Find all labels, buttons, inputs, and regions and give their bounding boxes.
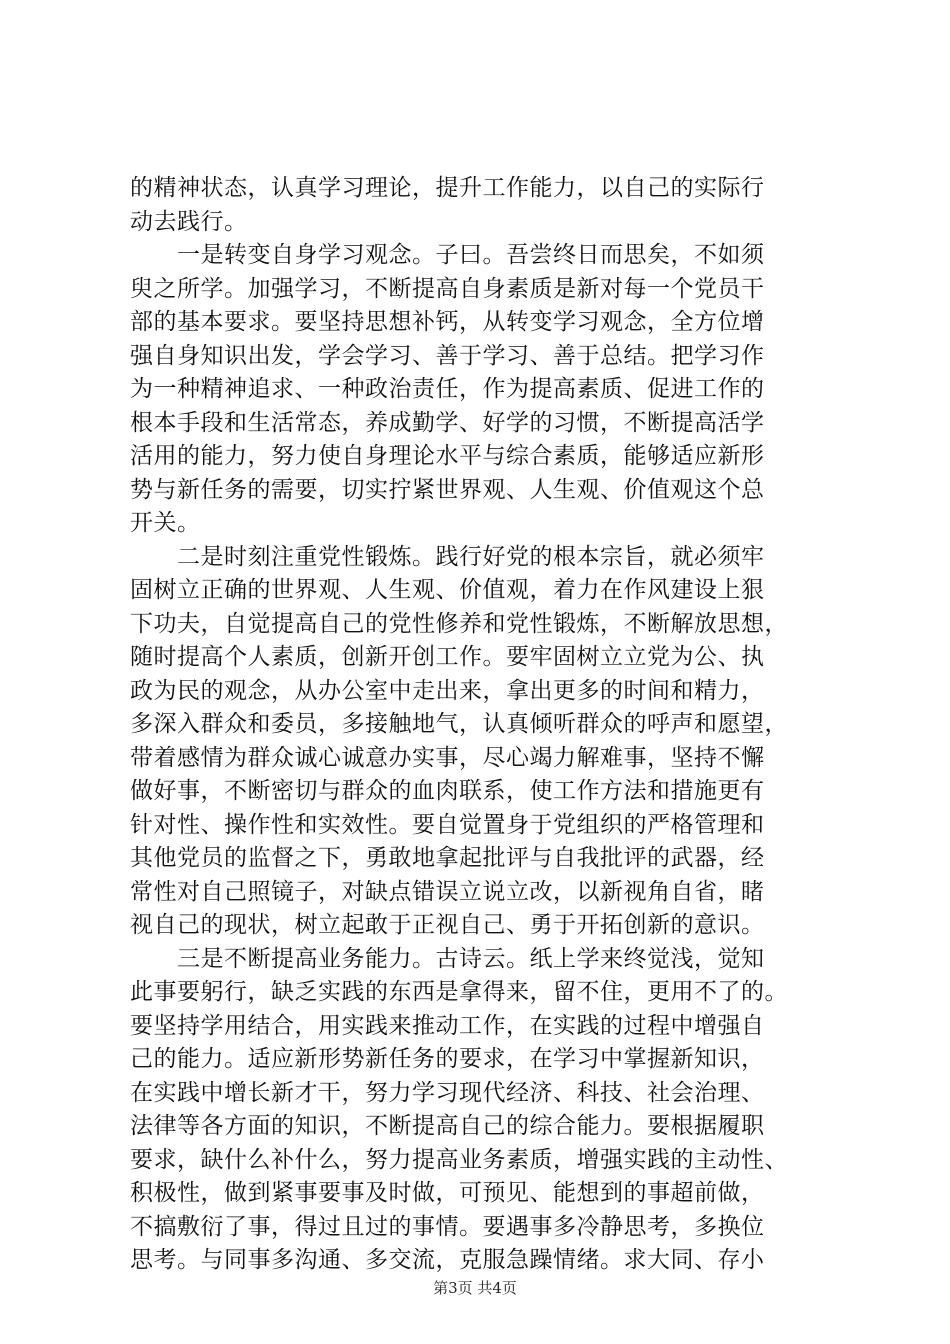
document-body bbox=[130, 172, 830, 1278]
text-line: 部的基本要求。要坚持思想补钙，从转变学习观念，全方位增 bbox=[130, 309, 765, 335]
text-line: 此事要躬行，缺乏实践的东西是拿得来，留不住，更用不了的。 bbox=[130, 979, 788, 1005]
text-line: 思考。与同事多沟通、多交流，克服急躁情绪。求大同、存小 bbox=[130, 1247, 765, 1273]
text-line: 做好事，不断密切与群众的血肉联系，使工作方法和措施更有 bbox=[130, 778, 765, 804]
paragraph-first-line: 二是时刻注重党性锻炼。践行好党的根本宗旨，就必须牢 bbox=[177, 543, 765, 570]
text-line: 不搞敷衍了事，得过且过的事情。要遇事多冷静思考，多换位 bbox=[130, 1213, 765, 1240]
text-line: 势与新任务的需要，切实拧紧世界观、人生观、价值观这个总 bbox=[130, 476, 765, 503]
text-line: 根本手段和生活常态，养成勤学、好学的习惯，不断提高活学 bbox=[130, 409, 765, 436]
text-line: 针对性、操作性和实效性。要自觉置身于党组织的严格管理和 bbox=[130, 811, 765, 838]
text-line: 己的能力。适应新形势新任务的要求，在学习中掌握新知识， bbox=[130, 1046, 765, 1072]
text-line: 随时提高个人素质，创新开创工作。要牢固树立立党为公、执 bbox=[130, 644, 765, 670]
text-line: 下功夫，自觉提高自己的党性修养和党性锻炼，不断解放思想， bbox=[130, 610, 788, 637]
paragraph-first-line: 一是转变自身学习观念。子曰。吾尝终日而思矣，不如须 bbox=[177, 242, 765, 268]
text-line: 政为民的观念，从办公室中走出来，拿出更多的时间和精力， bbox=[130, 677, 765, 704]
text-line: 在实践中增长新才干，努力学习现代经济、科技、社会治理、 bbox=[130, 1079, 765, 1106]
text-line: 开关。 bbox=[130, 510, 201, 536]
text-line: 带着感情为群众诚心诚意办实事，尽心竭力解难事，坚持不懈 bbox=[130, 744, 765, 771]
text-line: 强自身知识出发，学会学习、善于学习、善于总结。把学习作 bbox=[130, 342, 765, 369]
text-line: 法律等各方面的知识，不断提高自己的综合能力。要根据履职 bbox=[130, 1113, 765, 1139]
text-line: 其他党员的监督之下，勇敢地拿起批评与自我批评的武器，经 bbox=[130, 845, 765, 871]
text-line: 积极性，做到紧事要事及时做，可预见、能想到的事超前做， bbox=[130, 1180, 765, 1206]
text-line: 活用的能力，努力使自身理论水平与综合素质，能够适应新形 bbox=[130, 443, 765, 469]
text-line: 多深入群众和委员，多接触地气，认真倾听群众的呼声和愿望， bbox=[130, 711, 788, 737]
page-footer bbox=[0, 1278, 950, 1298]
text-line: 的精神状态，认真学习理论，提升工作能力，以自己的实际行 bbox=[130, 175, 765, 201]
text-line: 视自己的现状，树立起敢于正视自己、勇于开拓创新的意识。 bbox=[130, 912, 765, 938]
page-number-label: 第3页 共4页 bbox=[433, 1279, 517, 1297]
text-line: 要坚持学用结合，用实践来推动工作，在实践的过程中增强自 bbox=[130, 1012, 765, 1039]
text-line: 动去践行。 bbox=[130, 208, 248, 235]
text-line: 要求，缺什么补什么，努力提高业务素质，增强实践的主动性、 bbox=[130, 1146, 788, 1173]
text-line: 固树立正确的世界观、人生观、价值观，着力在作风建设上狠 bbox=[130, 577, 765, 603]
text-line: 为一种精神追求、一种政治责任，作为提高素质、促进工作的 bbox=[130, 376, 765, 402]
paragraph-first-line: 三是不断提高业务能力。古诗云。纸上学来终觉浅，觉知 bbox=[177, 945, 765, 972]
text-line: 常性对自己照镜子，对缺点错误立说立改，以新视角自省，睹 bbox=[130, 878, 765, 905]
text-line: 臾之所学。加强学习，不断提高自身素质是新对每一个党员干 bbox=[130, 275, 765, 302]
